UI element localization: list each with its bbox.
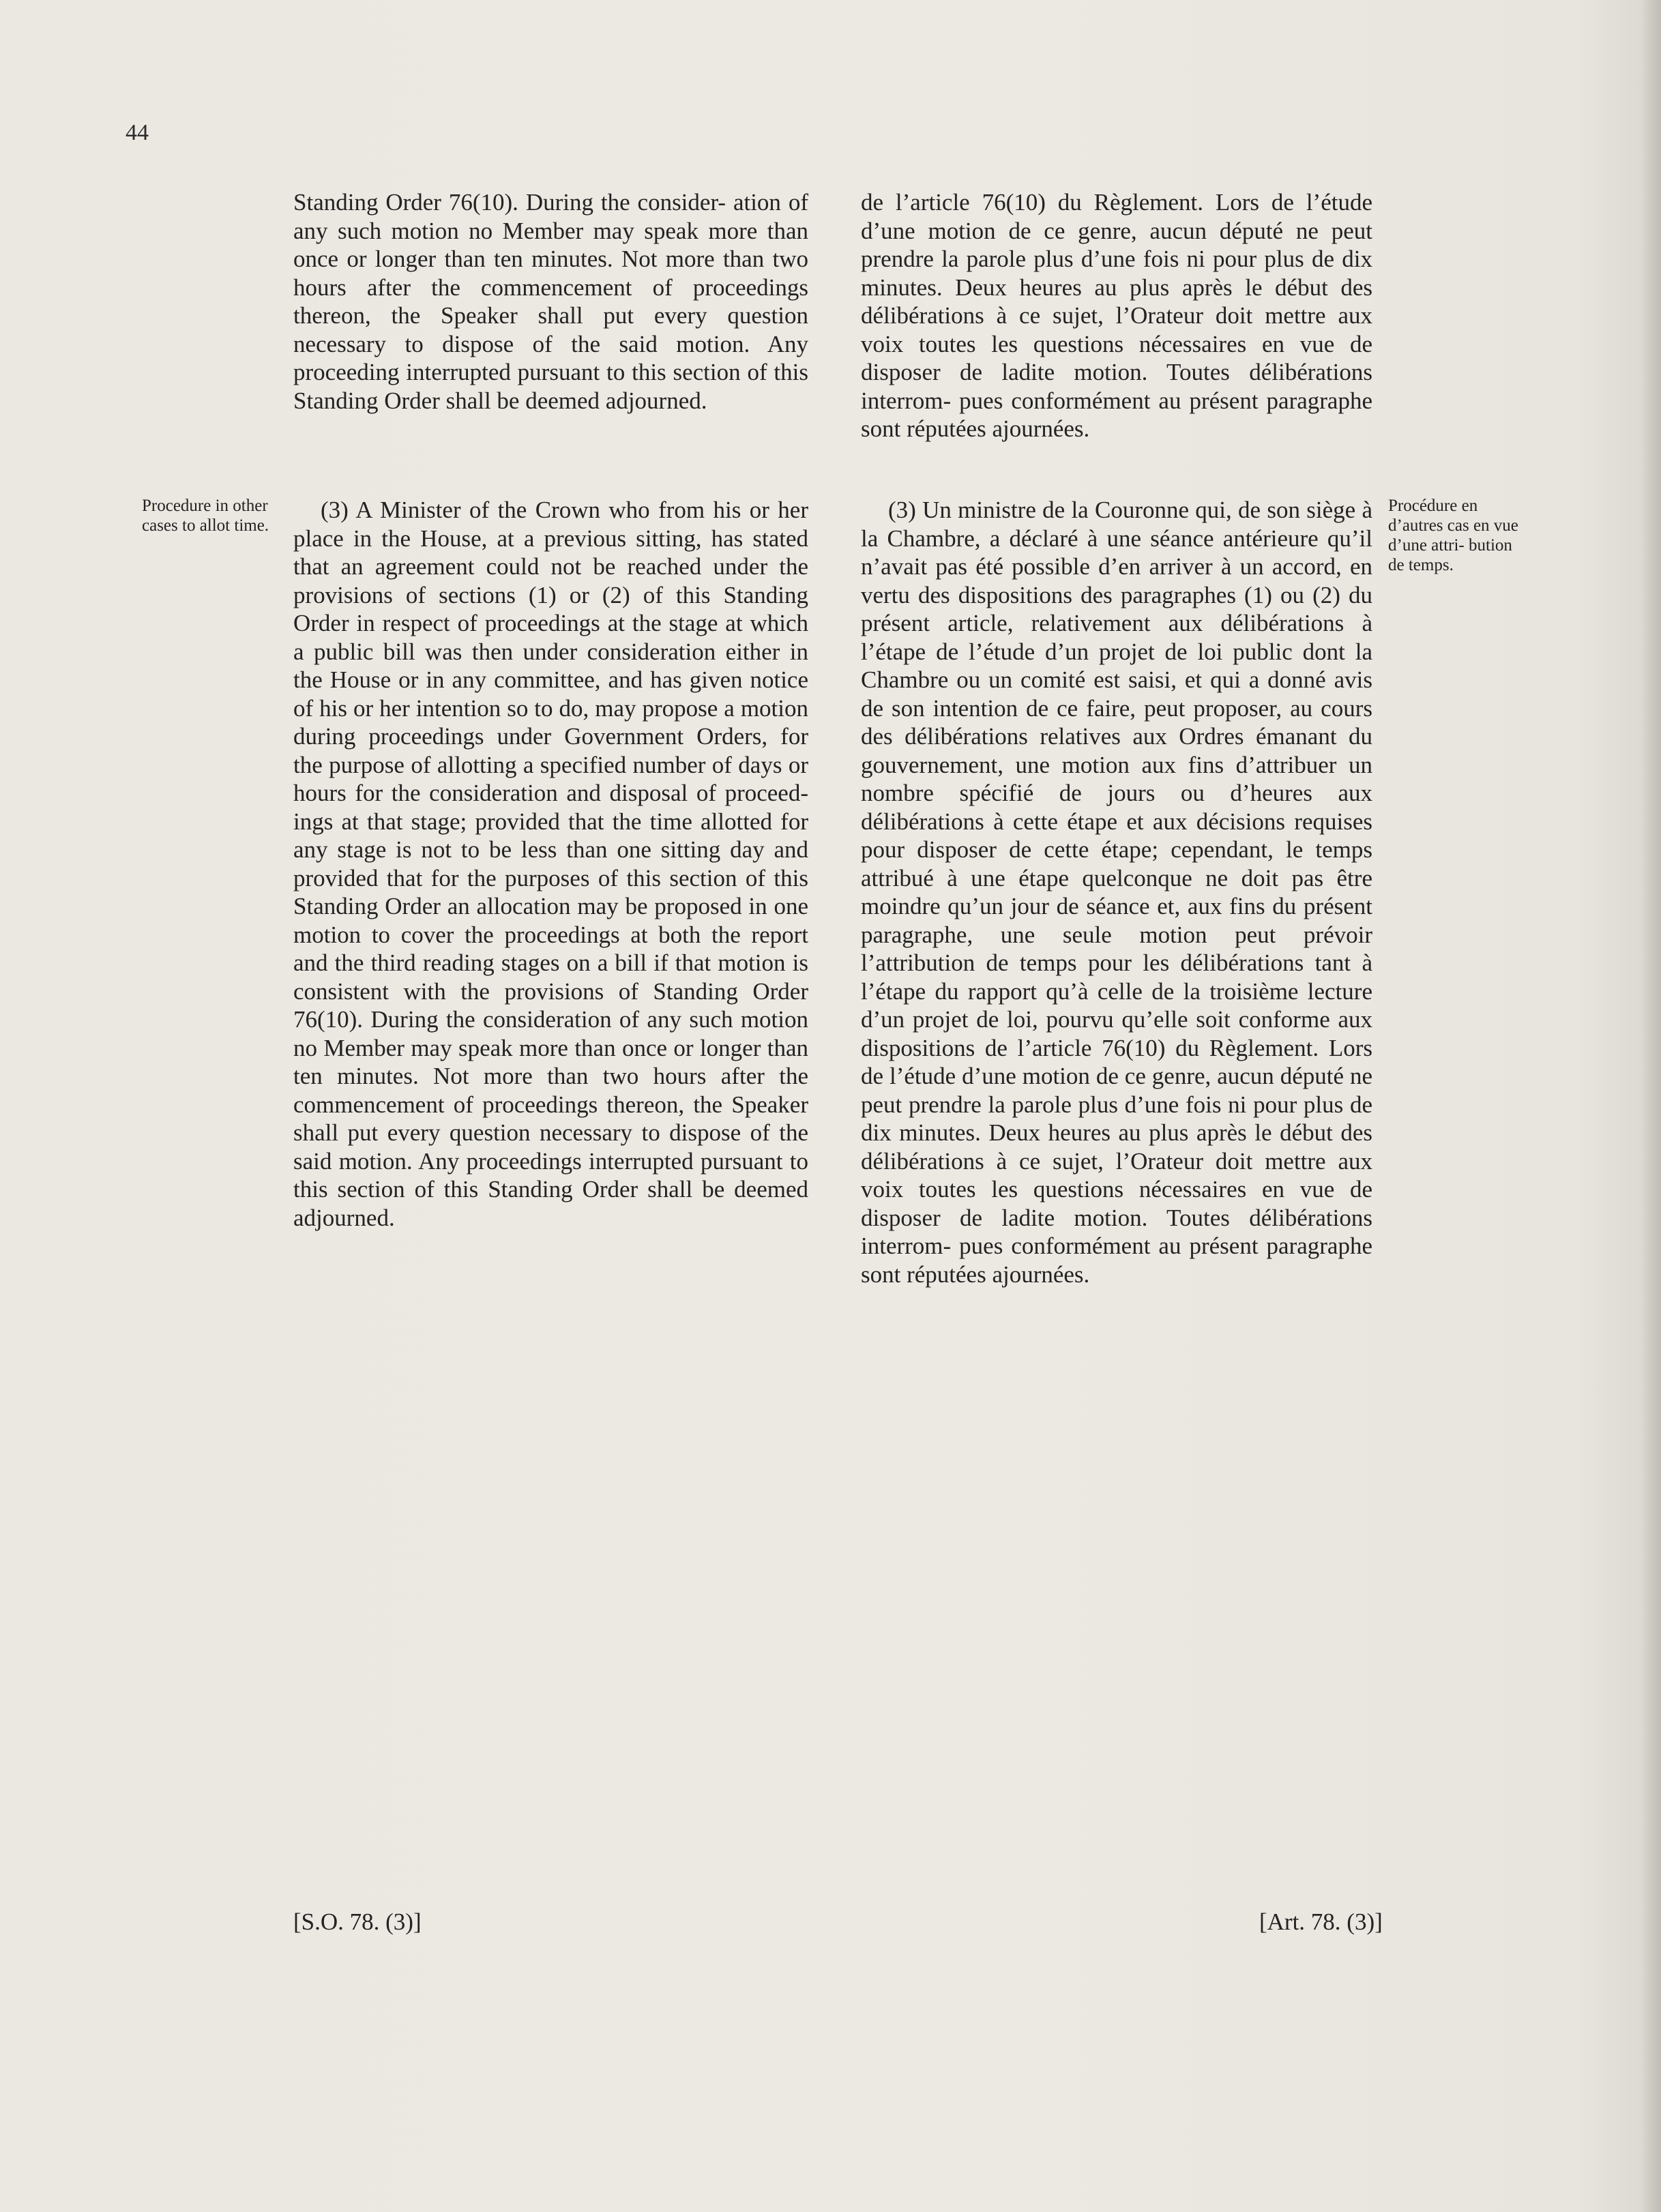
page-edge-shadow bbox=[1641, 0, 1661, 2212]
english-paragraph-3-text: (3) A Minister of the Crown who from his or her place in the House, at a previous sitting, has stated that an agreement could not be reached under the provisions of sections (1) or (2) of this Standing Order in respect of proceedings at the stage at which a public bill was then under consideration either in the House or in any committee, and has given notice of his or her intention so to do, may propose a motion during proceedings under Government Orders, for the purpose of allotting a specified number of days or hours for the consideration and disposal of proceed- ings at that stage; provided that the time allotted for any stage is not to be less than one sitting day and provided that for the purposes of this section of this Standing Order an allocation may be proposed in one motion to cover the proceedings at both the report and the third reading stages on a bill if that motion is consistent with the provisions of Standing Order 76(10). During the consideration of any such motion no Member may speak more than once or longer than ten minutes. Not more than two hours after the commencement of proceedings thereon, the Speaker shall put every question necessary to dispose of the said motion. Any proceedings interrupted pursuant to this section of this Standing Order shall be deemed adjourned. bbox=[293, 497, 808, 1231]
french-paragraph-3 bbox=[861, 496, 1372, 1288]
english-paragraph-3 bbox=[293, 496, 808, 1232]
english-margin-note: Procedure in other cases to allot time. bbox=[142, 497, 269, 535]
english-continuation bbox=[293, 188, 808, 415]
french-reference: [Art. 78. (3)] bbox=[1259, 1908, 1383, 1935]
english-continuation-text: Standing Order 76(10). During the consider- ation of any such motion no Member may speak more than once or longer than ten minutes. Not more than two hours after the commencement of proceedings thereon, the Speaker shall put every question necessary to dispose of the said motion. Any proceeding interrupted pursuant to this section of this Standing Order shall be deemed adjourned. bbox=[293, 189, 808, 414]
french-margin-note: Procédure en d’autres cas en vue d’une attri- bution de temps. bbox=[1388, 497, 1518, 574]
french-paragraph-3-text: (3) Un ministre de la Couronne qui, de son siège à la Chambre, a déclaré à une séance antérieure qu’il n’avait pas été possible d’en arriver à un accord, en vertu des dispositions des paragraphes (1) ou (2) du présent article, relativement aux délibérations à l’étape de l’étude d’un projet de loi public dont la Chambre ou un comité est saisi, et qui a donné avis de son intention de ce faire, peut proposer, au cours des délibérations relatives aux Ordres émanant du gouvernement, une motion aux fins d’attribuer un nombre spécifié de jours ou d’heures aux délibérations à cette étape et aux décisions requises pour disposer de cette étape; cependant, le temps attribué à une étape quelconque ne doit pas être moindre qu’un jour de séance et, aux fins du présent paragraphe, une seule motion peut prévoir l’attribution de temps pour les délibérations tant à l’étape du rapport qu’à celle de la troisième lecture d’un projet de loi, pourvu qu’elle soit conforme aux dispositions de l’article 76(10) du Règlement. Lors de l’étude d’une motion de ce genre, aucun député ne peut prendre la parole plus d’une fois ni pour plus de dix minutes. Deux heures au plus après le début des délibérations à ce sujet, l’Orateur doit mettre aux voix toutes les questions nécessaires en vue de disposer de ladite motion. Toutes délibérations interrom- pues conformément au présent paragraphe sont réputées ajournées. bbox=[861, 497, 1372, 1288]
page-number: 44 bbox=[126, 120, 149, 145]
french-continuation bbox=[861, 188, 1372, 443]
bleed-through-text bbox=[1392, 198, 1508, 218]
french-continuation-text: de l’article 76(10) du Règlement. Lors de l’étude d’une motion de ce genre, aucun député ne peut prendre la parole plus d’une fois ni pour plus de dix minutes. Deux heures au plus après le début des délibérations à ce sujet, l’Orateur doit mettre aux voix toutes les questions nécessaires en vue de disposer de ladite motion. Toutes délibérations interrom- pues conformément au présent paragraphe sont réputées ajournées. bbox=[861, 189, 1372, 442]
english-reference: [S.O. 78. (3)] bbox=[293, 1908, 422, 1935]
